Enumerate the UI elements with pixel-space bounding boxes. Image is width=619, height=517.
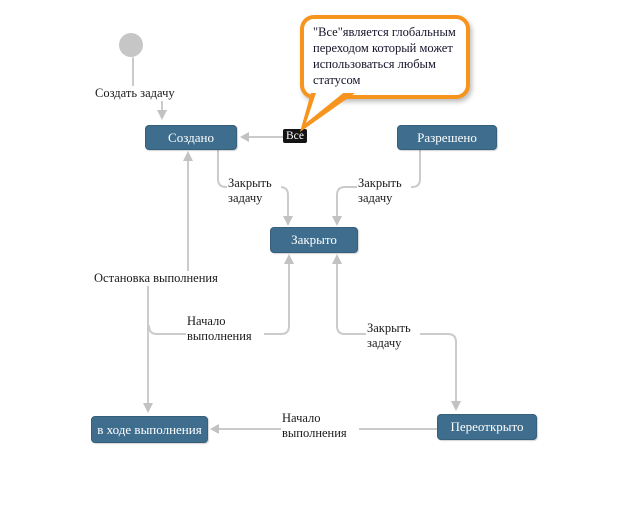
transition-label-close-task-from-reopened[interactable]: Закрыть задачу [366,321,420,350]
state-reopened[interactable]: Переоткрыто [437,414,537,440]
transition-label-stop-progress[interactable]: Остановка выполнения [94,271,218,285]
transition-label-close-task-from-resolved[interactable]: Закрыть задачу [357,176,411,205]
transition-label-close-task-from-created[interactable]: Закрыть задачу [227,176,281,205]
transition-label-global-all[interactable]: Все [283,129,307,143]
arrowhead-into-inprogress-right [210,424,219,434]
arrowhead-into-closed-bottomright [332,254,342,264]
transition-label-create-task[interactable]: Создать задачу [95,86,175,100]
callout-tail [290,80,370,140]
initial-state-circle [119,33,143,57]
transition-label-start-progress-mid[interactable]: Начало выполнения [186,314,264,343]
arrowhead-into-inprogress-top [143,403,153,413]
arrowhead-into-reopened-top [451,401,461,411]
callout-bubble: "Все"является глобальным переходом который может использоваться любым статусом [300,15,470,99]
arrowhead-into-created-right [240,132,249,142]
arrowhead-into-created-bottom [183,151,193,161]
transition-label-start-progress-bottom[interactable]: Начало выполнения [281,411,359,440]
arrowhead-into-created-top [157,110,167,120]
arrowhead-into-closed-topright [332,216,342,226]
arrowhead-into-closed-bottomleft [284,254,294,264]
state-in-progress[interactable]: в ходе выполнения [91,416,208,443]
arrowhead-into-closed-topleft [283,216,293,226]
state-resolved[interactable]: Разрешено [397,125,497,150]
state-created[interactable]: Создано [145,125,237,150]
state-closed[interactable]: Закрыто [270,227,358,253]
